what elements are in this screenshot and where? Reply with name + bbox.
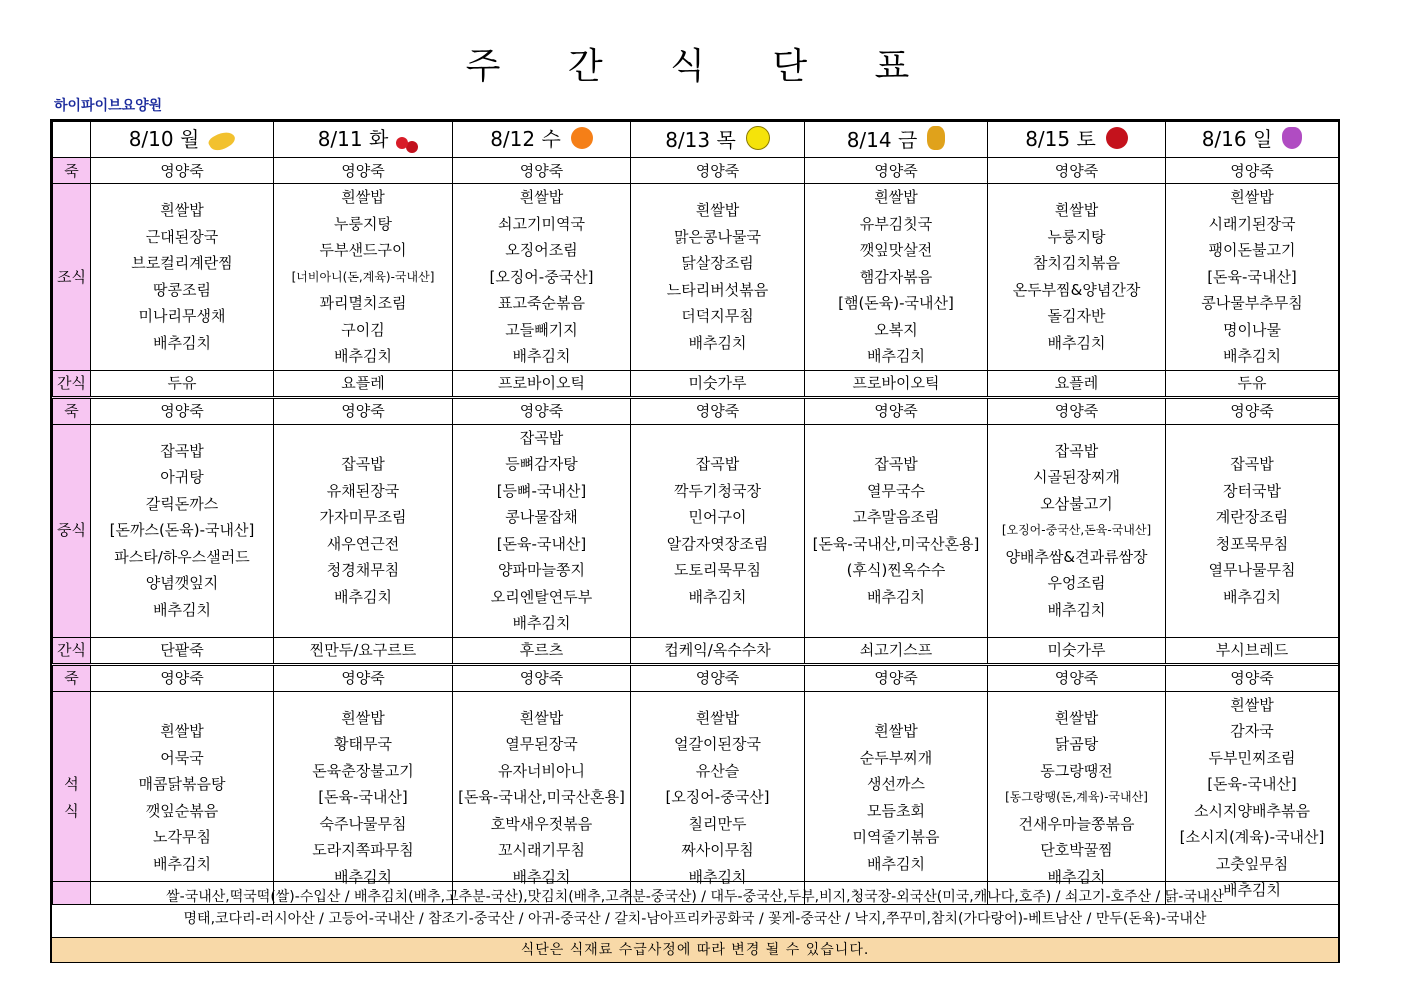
menu-cell: 영양죽 (988, 664, 1166, 691)
day-header (805, 122, 988, 158)
dish-item: 열무된장국 (505, 735, 578, 754)
dish-item: 잡곡밥 (1054, 441, 1099, 460)
dish-item: 배추김치 (688, 587, 747, 606)
lunch-porridge-row (53, 397, 1339, 424)
dish-item: 배추김치 (1223, 881, 1281, 899)
orange-icon (571, 127, 593, 149)
dish-item: 황태무국 (334, 735, 392, 754)
menu-cell: 영양죽 (1166, 158, 1339, 184)
menu-cell: 두유 (91, 370, 274, 397)
cherry-icon (396, 137, 408, 149)
dish-item: [오징어-중국산] (665, 788, 770, 807)
dish-item: 배추김치 (1047, 333, 1106, 352)
menu-cell (453, 424, 631, 637)
dish-item: [돈육-국내산,미국산혼용] (812, 534, 980, 553)
dish-item: 가자미무조림 (319, 508, 407, 526)
dish-item: 오복지 (874, 320, 918, 339)
dish-item: 모듬초회 (867, 801, 925, 820)
dish-item: 양배추쌈&견과류쌈장 (1005, 547, 1148, 566)
menu-cell: 영양죽 (805, 158, 988, 184)
dish-item: 장터국밥 (1223, 481, 1281, 500)
dish-item: 누룽지탕 (334, 214, 392, 233)
day-header (91, 122, 274, 158)
menu-cell: 영양죽 (631, 158, 805, 184)
dish-item: 오삼불고기 (1040, 494, 1113, 513)
menu-cell: 영양죽 (453, 664, 631, 691)
dish-item: 배추김치 (867, 347, 925, 365)
dish-item: [돈육-국내산] (496, 534, 587, 553)
menu-cell (274, 184, 453, 371)
lunch-snack-row (53, 637, 1339, 664)
dish-item: 청경채무침 (326, 561, 400, 579)
origin-info (52, 881, 1338, 937)
menu-cell: 단팥죽 (91, 637, 274, 664)
dish-item: 브로컬리계란찜 (131, 254, 233, 273)
day-label: 8/16 일 (1201, 127, 1273, 152)
dish-item: 노각무침 (153, 828, 211, 846)
dish-item: 미역줄기볶음 (852, 828, 940, 846)
menu-cell (988, 691, 1166, 904)
row-label: 죽 (53, 397, 91, 424)
dish-item: 꽈리멸치조림 (319, 294, 407, 312)
dish-item: 어묵국 (160, 748, 204, 767)
dish-item: 우엉조림 (1047, 574, 1106, 593)
dish-item: 고들빼기지 (505, 320, 578, 339)
dish-item: 명이나물 (1223, 320, 1281, 339)
dish-item: 흰쌀밥 (519, 708, 564, 727)
menu-cell: 요플레 (988, 370, 1166, 397)
menu-cell: 두유 (1166, 370, 1339, 397)
header-row (53, 122, 1339, 158)
dish-item: 닭곰탕 (1054, 735, 1099, 754)
row-label (53, 184, 91, 371)
menu-cell: 영양죽 (988, 158, 1166, 184)
menu-cell: 찐만두/요구르트 (274, 637, 453, 664)
menu-cell (453, 184, 631, 371)
dish-item: [등뼈-국내산] (496, 481, 587, 500)
dish-item: 감자국 (1230, 722, 1274, 740)
dish-item: 배추김치 (334, 867, 392, 886)
dish-item: 깻잎순볶음 (145, 801, 219, 820)
dish-item: 배추김치 (153, 333, 211, 352)
dish-item: 계란장조림 (1215, 508, 1289, 526)
menu-cell: 부시브레드 (1166, 637, 1339, 664)
dish-item: 새우연근전 (326, 534, 400, 553)
menu-cell (805, 184, 988, 371)
dish-item: 흰쌀밥 (341, 188, 385, 206)
day-label: 8/10 월 (128, 127, 200, 152)
menu-cell: 영양죽 (631, 664, 805, 691)
dish-item: 흰쌀밥 (874, 722, 918, 740)
menu-cell (91, 424, 274, 637)
weekly-menu-frame (50, 119, 1340, 963)
menu-cell: 프로바이오틱 (805, 370, 988, 397)
dish-item: 참치김치볶음 (1033, 254, 1120, 273)
dish-item: 배추김치 (1047, 600, 1106, 619)
dish-item: 흰쌀밥 (874, 188, 918, 206)
dish-item: [소시지(계육)-국내산] (1179, 828, 1325, 846)
dish-item: 도라지쪽파무침 (312, 841, 414, 860)
origin-line-2: 명태,코다리-러시아산 / 고등어-국내산 / 참조기-중국산 / 아귀-중국산 / 갈치-남아프리카공화국 / 꽃게-중국산 / 낙지,쭈꾸미,참치(가다랑어)-베트남산 / 만두(돈육)-국내산 (183, 911, 1207, 927)
day-label: 8/14 금 (846, 127, 918, 152)
dish-item: [너비아니(돈,계육)-국내산] (291, 269, 435, 284)
weekly-menu-table (52, 121, 1339, 905)
dish-item: [돈육-국내산] (1207, 775, 1297, 793)
menu-cell (631, 424, 805, 637)
dish-item: (후식)찐옥수수 (846, 561, 946, 579)
menu-cell: 영양죽 (91, 664, 274, 691)
dish-item: 흰쌀밥 (1054, 708, 1099, 727)
dish-item: 땅콩조림 (153, 280, 211, 299)
menu-cell (805, 691, 988, 904)
dish-item: 배추김치 (867, 587, 925, 606)
row-label: 간식 (53, 370, 91, 397)
menu-cell: 영양죽 (805, 664, 988, 691)
dish-item: 청포묵무침 (1215, 534, 1289, 553)
lemon-icon (746, 126, 770, 150)
corner-cell (53, 122, 91, 158)
dish-item: 배추김치 (512, 614, 571, 632)
dish-item: 구이김 (341, 320, 385, 339)
dish-item: 열무나물무침 (1208, 561, 1296, 579)
menu-cell: 영양죽 (274, 158, 453, 184)
dish-item: 누룽지탕 (1047, 227, 1106, 246)
dish-item: 닭살장조림 (681, 254, 754, 273)
menu-cell (988, 184, 1166, 371)
organization-name: 하이파이브요양원 (54, 98, 163, 114)
change-notice: 식단은 식재료 수급사정에 따라 변경 될 수 있습니다. (52, 937, 1338, 962)
menu-cell: 영양죽 (988, 397, 1166, 424)
breakfast-snack-row (53, 370, 1339, 397)
menu-cell (274, 691, 453, 904)
menu-cell (1166, 184, 1339, 371)
dish-item: 배추김치 (334, 587, 392, 606)
dish-item: 오리엔탈연두부 (490, 587, 593, 606)
dinner-porridge-row (53, 664, 1339, 691)
dish-item: 배추김치 (153, 854, 211, 873)
dish-item: [햄(돈육)-국내산] (838, 294, 954, 312)
dish-item: 열무국수 (867, 481, 925, 500)
dish-item: 온두부찜&양념간장 (1012, 280, 1141, 299)
dish-item: 도토리묵무침 (674, 561, 761, 579)
dish-item: 유자너비아니 (498, 761, 585, 780)
dish-item: 배추김치 (1047, 867, 1106, 886)
dish-item: 햄감자볶음 (859, 267, 933, 286)
dish-item: 순두부찌개 (859, 748, 933, 767)
dish-item: 갈릭돈까스 (145, 494, 219, 513)
menu-cell: 미숫가루 (988, 637, 1166, 664)
dish-item: 배추김치 (1223, 347, 1281, 365)
day-header (631, 122, 805, 158)
dish-item: 더덕지무침 (681, 307, 754, 326)
dish-item: 흰쌀밥 (695, 708, 740, 727)
dish-item: 배추김치 (512, 347, 571, 365)
dish-item: 깻잎맛살전 (859, 241, 933, 259)
menu-cell: 영양죽 (453, 397, 631, 424)
menu-cell: 요플레 (274, 370, 453, 397)
dish-item: 양파마늘쫑지 (498, 561, 585, 579)
menu-cell (91, 691, 274, 904)
lunch-row (53, 424, 1339, 637)
menu-cell: 영양죽 (91, 158, 274, 184)
dish-item: 흰쌀밥 (519, 188, 564, 206)
dish-item: 배추김치 (334, 347, 392, 365)
dish-item: 생선까스 (867, 775, 925, 793)
dish-item: 잡곡밥 (519, 428, 564, 447)
dish-item: 짜사이무침 (681, 841, 754, 860)
dish-item: 잡곡밥 (160, 441, 204, 460)
dish-item: 흰쌀밥 (695, 201, 740, 220)
menu-cell: 쇠고기스프 (805, 637, 988, 664)
dish-item: 민어구이 (688, 508, 747, 526)
menu-cell (631, 691, 805, 904)
apple-icon (1106, 127, 1128, 149)
dish-item: 칠리만두 (688, 814, 747, 833)
dish-item: 시골된장찌개 (1033, 468, 1120, 487)
dish-item: 흰쌀밥 (341, 708, 385, 727)
dish-item: 건새우마늘쫑볶음 (1018, 814, 1135, 833)
dish-item: 흰쌀밥 (1054, 201, 1099, 220)
dish-item: 배추김치 (867, 854, 925, 873)
dish-item: 돌김자반 (1047, 307, 1106, 326)
dish-item: 두부샌드구이 (319, 241, 407, 259)
day-label: 8/13 목 (665, 127, 736, 152)
breakfast-row (53, 184, 1339, 371)
row-label (53, 424, 91, 637)
dish-item: 잡곡밥 (874, 455, 918, 473)
dish-item: [돈육-국내산] (318, 788, 408, 807)
menu-cell: 영양죽 (453, 158, 631, 184)
dish-item: 근대된장국 (145, 227, 219, 246)
dish-item: 느타리버섯볶음 (666, 280, 769, 299)
dish-item: 쇠고기미역국 (498, 214, 585, 233)
dish-item: [오징어-중국산,돈육-국내산] (1001, 523, 1152, 538)
dish-item: 등뼈감자탕 (505, 455, 578, 473)
dish-item: 얼갈이된장국 (674, 735, 761, 754)
dish-item: 콩나물잡채 (505, 508, 578, 526)
dish-item: 유부김칫국 (859, 214, 933, 233)
dish-item: 잡곡밥 (1230, 455, 1274, 473)
day-header (274, 122, 453, 158)
menu-cell: 프로바이오틱 (453, 370, 631, 397)
dish-item: 흰쌀밥 (160, 201, 204, 220)
dish-item: 호박새우젓볶음 (490, 814, 593, 833)
day-label: 8/11 화 (317, 127, 389, 152)
row-label: 간식 (53, 637, 91, 664)
dish-item: [오징어-중국산] (489, 267, 594, 286)
dish-item: 꼬시래기무침 (498, 841, 585, 860)
day-label: 8/12 수 (490, 127, 561, 152)
day-header (453, 122, 631, 158)
dish-item: 잡곡밥 (695, 455, 740, 473)
menu-cell: 영양죽 (631, 397, 805, 424)
dish-item: [돈육-국내산,미국산혼용] (458, 788, 625, 807)
dish-item: 두부민찌조림 (1208, 748, 1296, 767)
row-label-text: 식 (64, 801, 79, 820)
banana-icon (207, 128, 238, 155)
menu-cell: 영양죽 (91, 397, 274, 424)
dish-item: 오징어조림 (505, 241, 578, 259)
menu-cell (453, 691, 631, 904)
day-header (988, 122, 1166, 158)
dish-item: 유채된장국 (326, 481, 400, 500)
dish-item: 배추김치 (512, 867, 571, 886)
dish-item: 숙주나물무침 (319, 814, 407, 833)
menu-cell: 컵케익/옥수수차 (631, 637, 805, 664)
day-header (1166, 122, 1339, 158)
dish-item: 배추김치 (153, 600, 211, 619)
menu-cell (274, 424, 453, 637)
menu-cell: 영양죽 (274, 664, 453, 691)
dish-item: 돈육춘장불고기 (312, 761, 414, 780)
dish-item: 동그랑땡전 (1040, 761, 1113, 780)
menu-cell (805, 424, 988, 637)
dish-item: 소시지양배추볶음 (1194, 801, 1310, 820)
menu-cell: 미숫가루 (631, 370, 805, 397)
dish-item: 시래기된장국 (1208, 214, 1296, 233)
menu-cell (91, 184, 274, 371)
dinner-row (53, 691, 1339, 904)
menu-cell: 영양죽 (1166, 664, 1339, 691)
breakfast-porridge-row (53, 158, 1339, 184)
menu-cell (988, 424, 1166, 637)
day-label: 8/15 토 (1025, 127, 1096, 152)
dish-item: 표고죽순볶음 (498, 294, 585, 312)
dish-item: [동그랑땡(돈,계육)-국내산] (1005, 790, 1148, 805)
dish-item: 알감자엿장조림 (666, 534, 769, 553)
dish-item: 흰쌀밥 (1230, 695, 1274, 714)
menu-cell (631, 184, 805, 371)
dish-item: 배추김치 (688, 867, 747, 886)
row-label-text: 중식 (57, 521, 86, 540)
dish-item: 잡곡밥 (341, 455, 385, 473)
dish-item: 배추김치 (1223, 587, 1281, 606)
row-label-text: 석 (64, 775, 79, 793)
menu-cell (1166, 424, 1339, 637)
menu-cell: 영양죽 (1166, 397, 1339, 424)
pineapple-icon (927, 126, 945, 150)
dish-item: 깍두기청국장 (674, 481, 761, 500)
dish-item: 맑은콩나물국 (674, 227, 761, 246)
menu-cell (1166, 691, 1339, 904)
row-label-text: 조식 (57, 267, 86, 286)
grape-icon (1282, 127, 1302, 149)
origin-line-1: 쌀-국내산,떡국떡(쌀)-수입산 / 배추김치(배추,고추분-국산),맛김치(배추,고추분-중국산) / 대두-중국산,두부,비지,청국장-외국산(미국,캐나다,호주) / 쇠고기-호주산 / 닭-국내산 (166, 889, 1224, 905)
row-label: 죽 (53, 158, 91, 184)
dish-item: 흰쌀밥 (1230, 188, 1274, 206)
dish-item: 단호박꿀찜 (1040, 841, 1113, 860)
dish-item: 고추말음조림 (852, 508, 940, 526)
dish-item: [돈육-국내산] (1207, 267, 1297, 286)
dish-item: 흰쌀밥 (160, 722, 204, 740)
menu-cell: 후르츠 (453, 637, 631, 664)
menu-cell: 영양죽 (274, 397, 453, 424)
dish-item: 아귀탕 (160, 468, 204, 487)
dish-item: 팽이돈불고기 (1208, 241, 1296, 259)
row-label (53, 691, 91, 904)
dish-item: 배추김치 (688, 333, 747, 352)
dish-item: 콩나물부추무침 (1201, 294, 1303, 312)
dish-item: 양념깻잎지 (145, 574, 219, 593)
dish-item: [돈까스(돈육)-국내산] (109, 521, 255, 540)
menu-cell: 영양죽 (805, 397, 988, 424)
dish-item: 파스타/하우스샐러드 (114, 547, 250, 566)
dish-item: 유산슬 (695, 761, 740, 780)
dish-item: 미나리무생채 (138, 307, 226, 326)
row-label: 죽 (53, 664, 91, 691)
page-title: 주 간 식 단 표 (465, 46, 938, 87)
dish-item: 고춧잎무침 (1215, 854, 1289, 873)
dish-item: 매콤닭볶음탕 (138, 775, 226, 793)
